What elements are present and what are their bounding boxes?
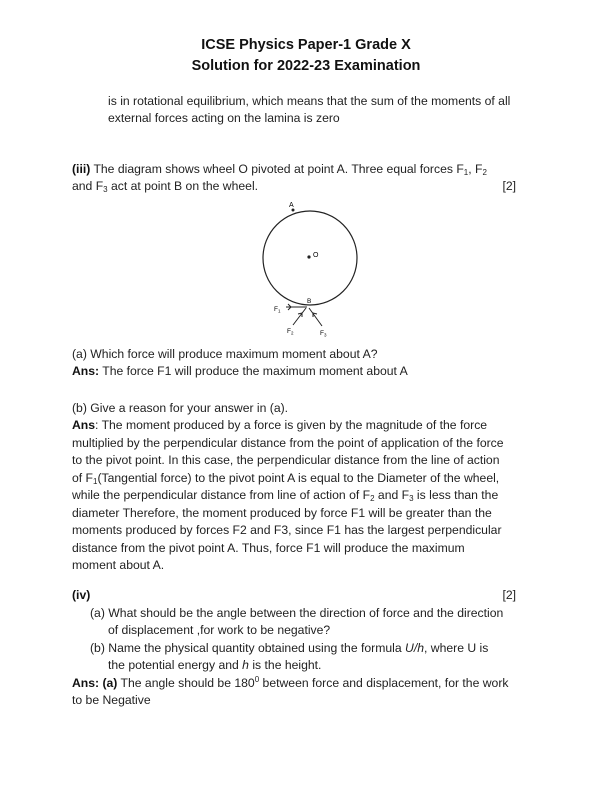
text-segment: is less than the (413, 488, 499, 503)
text-segment: external forces acting on the lamina is zero (108, 111, 340, 126)
text-segment: : The moment produced by a force is given by the magnitude of the force (95, 418, 488, 433)
answer-iv-a (72, 675, 508, 692)
text-segment: distance from the pivot point A. Thus, force F1 will produce the maximum (72, 540, 465, 555)
subscript: 3 (103, 185, 108, 195)
text-segment: the potential energy and (108, 658, 243, 672)
label-f1: $F_1$ (274, 306, 281, 314)
text-line (72, 346, 408, 363)
text-line (72, 161, 516, 178)
superscript: 0 (254, 674, 260, 684)
text-segment: is in rotational equilibrium, which means that the sum of the moments of all (108, 94, 511, 108)
text-line (72, 452, 504, 469)
question-b (72, 400, 504, 574)
text-line (72, 487, 504, 504)
text-line (72, 435, 504, 452)
bold-label: Ans: (a) (72, 675, 118, 690)
label-f2: $F_2$ (287, 328, 294, 336)
text-line (72, 587, 516, 604)
intro-paragraph (108, 93, 510, 128)
text-segment: and F (374, 488, 410, 503)
text-segment: act at point B on the wheel. (107, 179, 259, 194)
text-line (108, 110, 510, 127)
text-line (72, 505, 504, 522)
bold-label: (iii) (72, 162, 91, 176)
text-segment: The angle should be 180 (117, 675, 255, 690)
document-subtitle: Solution for 2022-23 Examination (191, 58, 421, 74)
answer-iv-a-cont (72, 692, 151, 709)
text-line (72, 540, 504, 557)
text-line (108, 622, 330, 639)
document-title: ICSE Physics Paper-1 Grade X (201, 37, 411, 53)
text-segment: moment about A. (72, 557, 165, 572)
text-segment: of displacement ,for work to be negative? (108, 623, 331, 637)
text-line (72, 363, 408, 380)
text-line (90, 605, 503, 622)
question-a (72, 346, 408, 381)
text-line (72, 178, 516, 195)
text-segment: (a) What should be the angle between the direction of force and the direction (90, 605, 504, 620)
force-arrows (286, 304, 322, 326)
label-a: A (289, 202, 294, 209)
f3-arrow (309, 308, 322, 326)
question-iv-head (72, 587, 516, 604)
text-line (108, 93, 510, 110)
question-iii (72, 161, 516, 196)
subscript: 3 (409, 494, 414, 504)
point-o (307, 255, 310, 258)
text-segment: The diagram shows wheel O pivoted at point A. Three equal forces F (90, 162, 464, 176)
text-segment: moments produced by forces F2 and F3, since F1 has the largest perpendicular (72, 523, 502, 538)
subscript: 2 (370, 494, 375, 504)
text-segment: (b) Give a reason for your answer in (a). (72, 401, 289, 415)
text-segment: between force and displacement, for the work (259, 675, 509, 690)
question-iv-b-cont (108, 657, 321, 674)
text-segment: while the perpendicular distance from line of action of F (72, 488, 371, 503)
bold-label: (iv) (72, 588, 91, 602)
text-segment: to be Negative (72, 693, 151, 707)
label-f3: $F_3$ (320, 330, 327, 338)
label-b: B (307, 298, 312, 305)
text-segment: and F (72, 179, 104, 194)
text-line (72, 470, 504, 487)
wheel-diagram (240, 195, 370, 345)
text-segment: of F (72, 470, 93, 485)
text-segment: , where U is (424, 640, 489, 655)
text-line (90, 640, 488, 657)
text-segment: is the height. (248, 658, 322, 672)
text-line (72, 400, 504, 417)
text-segment: U/h (405, 640, 424, 655)
question-iv-marks: [2] (502, 588, 516, 602)
text-line (72, 692, 151, 709)
text-segment: h (242, 658, 249, 672)
bold-label: Ans (72, 418, 96, 433)
text-segment: The force F1 will produce the maximum moment about A (99, 364, 408, 379)
question-iv-a-cont (108, 622, 330, 639)
subscript: 2 (482, 168, 487, 177)
subscript: 1 (93, 476, 98, 486)
text-line (72, 557, 504, 574)
text-segment: to the pivot point. In this case, the perpendicular distance from the line of action (72, 453, 500, 468)
text-segment: multiplied by the perpendicular distance from the point of application of the force (72, 435, 504, 450)
text-segment: (Tangential force) to the pivot point A is equal to the Diameter of the wheel, (97, 470, 500, 485)
text-line (72, 417, 504, 434)
text-line (108, 657, 321, 674)
label-o: O (313, 252, 319, 259)
question-iv-b (90, 640, 488, 657)
bold-label: Ans: (72, 364, 100, 379)
text-segment: , F (468, 162, 483, 176)
question-marks: [2] (502, 179, 516, 194)
text-segment: (a) Which force will produce maximum moment about A? (72, 347, 378, 361)
text-segment: diameter Therefore, the moment produced by force F1 will be greater than the (72, 505, 492, 520)
question-iv-a (90, 605, 503, 622)
text-segment: (b) Name the physical quantity obtained using the formula (90, 640, 406, 655)
f2-arrow (293, 308, 306, 325)
text-line (72, 522, 504, 539)
subscript: 1 (463, 168, 469, 177)
text-line (72, 675, 508, 692)
